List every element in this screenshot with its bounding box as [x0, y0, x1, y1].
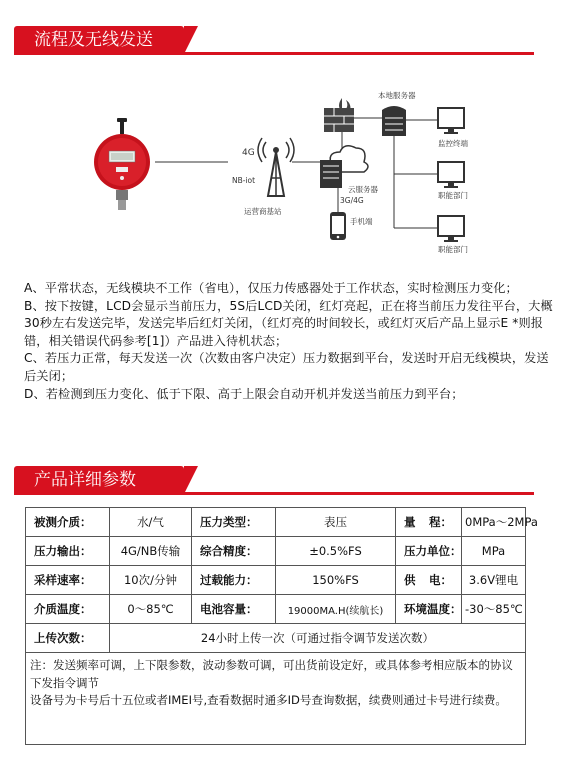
- medium-value: 水/气: [110, 508, 192, 537]
- firewall-icon: [324, 98, 354, 132]
- medium-label: 被测介质：: [26, 508, 110, 537]
- upload-value: 24小时上传一次（可通过指令调节发送次数）: [110, 624, 526, 653]
- spec-table: [25, 507, 538, 745]
- mobile-phone-icon: [330, 212, 346, 240]
- accuracy-label: 综合精度：: [192, 537, 276, 566]
- power-label: [396, 566, 462, 595]
- monitor-icon: [438, 108, 464, 134]
- power-value: 3.6V锂电: [462, 566, 526, 595]
- section-title-process: 流程及无线发送: [14, 26, 184, 54]
- medium-temp-value: 0～85℃: [110, 595, 192, 624]
- unit-value: MPa: [462, 537, 526, 566]
- note-cell: [26, 653, 526, 745]
- power-label-b: 电：: [429, 573, 452, 587]
- env-temp-label: 环境温度：: [396, 595, 462, 624]
- process-description: [24, 280, 554, 403]
- description-item-c: C、若压力正常，每天发送一次（次数由客户决定）压力数据到平台，发送时开启无线模块，发送后关闭；: [24, 351, 549, 383]
- table-row: [26, 595, 526, 624]
- network-diagram-svg: [80, 78, 480, 258]
- pressure-type-label: 压力类型：: [192, 508, 276, 537]
- label-base-station: 运营商基站: [244, 207, 282, 216]
- rate-label: 采样速率：: [26, 566, 110, 595]
- accuracy-value: ±0.5%FS: [276, 537, 396, 566]
- section-title-specs: 产品详细参数: [14, 466, 184, 494]
- range-label: [396, 508, 462, 537]
- network-diagram: [80, 78, 480, 258]
- description-item-b: B、按下按键，LCD会显示当前压力，5S后LCD关闭，红灯亮起，正在将当前压力发往平台，大概30秒左右发送完毕，发送完毕后红灯关闭，（红灯亮的时间较长，或红灯灭后产品上显示E *则报错，相关错误代码参考[1]）产品进入待机状态；: [24, 298, 553, 348]
- note-line-1: 注：发送频率可调，上下限参数，波动参数可调，可出货前设定好，或具体参考相应版本的协议下发指令调节: [30, 658, 513, 690]
- label-3g4g: 3G/4G: [340, 196, 364, 205]
- table-row: [26, 653, 526, 745]
- pressure-type-value: 表压: [276, 508, 396, 537]
- cloud-server-icon: [320, 146, 368, 188]
- range-value: 0MPa～2MPa: [462, 508, 526, 537]
- unit-label: 压力单位：: [396, 537, 462, 566]
- monitor-icon: [438, 162, 464, 188]
- pressure-gauge-icon: [94, 118, 150, 210]
- label-dept-1: 职能部门: [438, 191, 468, 200]
- label-local-server: 本地服务器: [378, 91, 416, 100]
- table-row: [26, 624, 526, 653]
- label-phone: 手机端: [350, 217, 373, 226]
- range-label-a: 量: [404, 515, 416, 529]
- output-value: 4G/NB传输: [110, 537, 192, 566]
- label-dept-2: 职能部门: [438, 245, 468, 254]
- section-underline: [14, 52, 534, 55]
- upload-label: 上传次数：: [26, 624, 110, 653]
- description-item-a: A、平常状态，无线模块不工作（省电），仅压力传感器处于工作状态，实时检测压力变化；: [24, 281, 518, 295]
- section-underline: [14, 492, 534, 495]
- label-monitor: 监控终端: [438, 139, 468, 148]
- medium-temp-label: 介质温度：: [26, 595, 110, 624]
- label-nbiot: NB-iot: [232, 176, 256, 185]
- cell-tower-icon: [258, 138, 294, 196]
- overload-label: 过载能力：: [192, 566, 276, 595]
- table-row: [26, 508, 526, 537]
- local-server-icon: [382, 106, 406, 136]
- description-item-d: D、若检测到压力变化、低于下限、高于上限会自动开机并发送当前压力到平台；: [24, 386, 464, 401]
- battery-value: 19000MA.H(续航长): [276, 595, 396, 624]
- rate-value: 10次/分钟: [110, 566, 192, 595]
- overload-value: 150%FS: [276, 566, 396, 595]
- label-cloud: 云服务器: [348, 185, 378, 194]
- table-row: [26, 566, 526, 595]
- power-label-a: 供: [404, 573, 416, 587]
- battery-label: 电池容量：: [192, 595, 276, 624]
- monitor-icon: [438, 216, 464, 242]
- env-temp-value: -30～85℃: [462, 595, 526, 624]
- table-row: [26, 537, 526, 566]
- output-label: 压力输出：: [26, 537, 110, 566]
- note-line-2: 设备号为卡号后十五位或者IMEI号,查看数据时通多ID号查询数据，续费则通过卡号进行续费。: [30, 693, 507, 707]
- range-label-b: 程：: [429, 515, 452, 529]
- label-4g: 4G: [242, 148, 255, 158]
